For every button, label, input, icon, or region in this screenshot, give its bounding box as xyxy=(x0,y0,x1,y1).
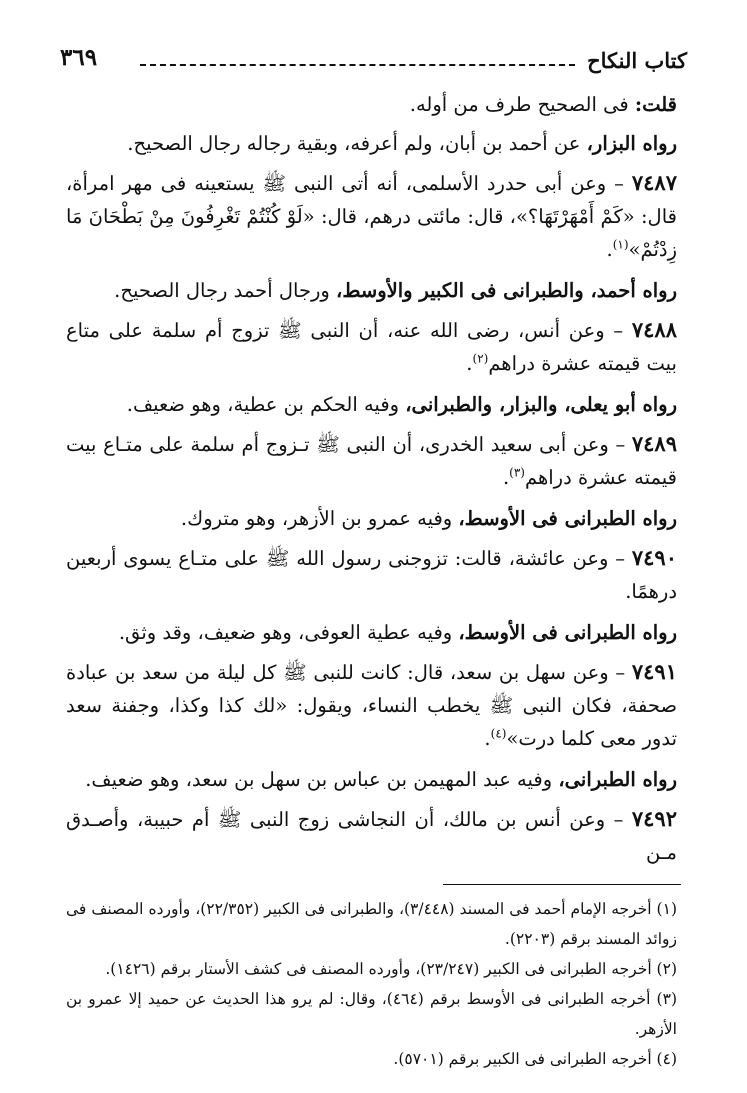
narrator-lead: رواه أحمد، والطبرانى فى الكبير والأوسط، xyxy=(336,279,677,302)
hadith-number: ٧٤٩١ xyxy=(631,659,677,684)
narrator-note xyxy=(66,388,677,421)
narrator-text: عن أحمد بن أبان، ولم أعرفه، وبقية رجاله رجال الصحيح. xyxy=(127,132,587,155)
narrator-lead: رواه الطبرانى فى الأوسط، xyxy=(458,621,677,644)
page-header xyxy=(60,42,687,76)
narrator-note xyxy=(66,127,677,160)
footnote-marker: (٣) xyxy=(509,465,525,480)
paragraph xyxy=(66,88,677,121)
footnote-marker: (٢) xyxy=(472,351,489,366)
main-text xyxy=(66,88,677,877)
hadith-text: – وعن سهل بن سعد، قال: كانت للنبى ﷺ كل ليلة من سعد بن عبادة صحفة، فكان النبى ﷺ يخطب النساء، ويقول: «لك كذا وكذا، وجفنة سعد تدور معى كلما درت» xyxy=(66,661,677,750)
hadith-text: – وعن عائشة، قالت: تزوجنى رسول الله ﷺ على متـاع يسوى أربعين درهمًا. xyxy=(66,547,677,603)
hadith-7489 xyxy=(66,427,677,494)
footnotes xyxy=(66,894,677,1074)
narrator-lead: رواه أبو يعلى، والبزار، والطبرانى، xyxy=(405,393,677,416)
narrator-note xyxy=(66,763,677,796)
footnote-divider xyxy=(443,884,681,885)
narrator-lead: رواه الطبرانى فى الأوسط، xyxy=(458,507,677,530)
paragraph-text: فى الصحيح طرف من أوله. xyxy=(409,93,635,116)
hadith-text: – وعن أبى سعيد الخدرى، أن النبى ﷺ تـزوج أم سلمة على متـاع بيت قيمته عشرة دراهم xyxy=(66,433,677,489)
hadith-number: ٧٤٨٩ xyxy=(631,431,677,456)
footnote-3: (٣) أخرجه الطبرانى فى الأوسط برقم (٤٦٤)، وقال: لم يرو هذا الحديث عن حميد إلا عمرو بن الأزهر. xyxy=(66,990,677,1038)
hadith-7492 xyxy=(66,802,677,869)
page-number: ٣٦٩ xyxy=(60,44,98,71)
narrator-text: ورجال أحمد رجال الصحيح. xyxy=(114,279,337,302)
footnote-2: (٢) أخرجه الطبرانى فى الكبير (٢٣/٢٤٧)، وأورده المصنف فى كشف الأستار برقم (١٤٢٦). xyxy=(105,960,677,978)
narrator-note xyxy=(66,616,677,649)
hadith-text: – وعن أبى حدرد الأسلمى، أنه أتى النبى ﷺ يستعينه فى مهر امرأة، قال: «كَمْ أَمْهَرْتَهَا؟»، قال: مائتى درهم، قال: «لَوْ كُنْتُمْ تَغْرِفُونَ مِنْ بَطْحَانَ مَا زِدْتُمْ» xyxy=(66,172,677,261)
hadith-number: ٧٤٩٢ xyxy=(631,806,677,831)
narrator-note xyxy=(66,274,677,307)
hadith-7487 xyxy=(66,166,677,266)
narrator-note xyxy=(66,502,677,535)
hadith-text: – وعن أنس، رضى الله عنه، أن النبى ﷺ تزوج أم سلمة على متاع بيت قيمته عشرة دراهم xyxy=(66,319,677,375)
narrator-text: وفيه عبد المهيمن بن عباس بن سهل بن سعد، وهو ضعيف. xyxy=(85,768,559,791)
hadith-end: . xyxy=(606,238,613,261)
footnote-marker: (٤) xyxy=(490,726,507,741)
footnote-4: (٤) أخرجه الطبرانى فى الكبير برقم (٥٧٠١). xyxy=(393,1050,677,1068)
hadith-number: ٧٤٨٨ xyxy=(631,317,677,342)
paragraph-lead: قلت: xyxy=(634,93,677,116)
hadith-7491 xyxy=(66,655,677,755)
narrator-text: وفيه عطية العوفى، وهو ضعيف، وقد وثق. xyxy=(118,621,459,644)
footnote-1: (١) أخرجه الإمام أحمد فى المسند (٣/٤٤٨)، والطبرانى فى الكبير (٢٢/٣٥٢)، وأورده المصنف فى زوائد المسند برقم (٢٢٠٣). xyxy=(66,900,677,948)
hadith-text: – وعن أنس بن مالك، أن النجاشى زوج النبى ﷺ أم حبيبة، وأصـدق مـن xyxy=(66,808,677,864)
chapter-title: كتاب النكاح xyxy=(587,48,687,73)
narrator-lead: رواه البزار، xyxy=(586,132,677,155)
narrator-text: وفيه الحكم بن عطية، وهو ضعيف. xyxy=(126,393,406,416)
hadith-end: . xyxy=(484,727,491,750)
narrator-text: وفيه عمرو بن الأزهر، وهو متروك. xyxy=(180,507,459,530)
hadith-number: ٧٤٩٠ xyxy=(631,545,677,570)
hadith-end: . xyxy=(502,466,510,489)
hadith-end: . xyxy=(466,352,473,375)
narrator-lead: رواه الطبرانى، xyxy=(558,768,677,791)
hadith-number: ٧٤٨٧ xyxy=(631,170,677,195)
hadith-7488 xyxy=(66,313,677,380)
header-dashed-rule xyxy=(140,64,575,66)
hadith-7490 xyxy=(66,541,677,608)
footnote-marker: (١) xyxy=(612,237,629,252)
